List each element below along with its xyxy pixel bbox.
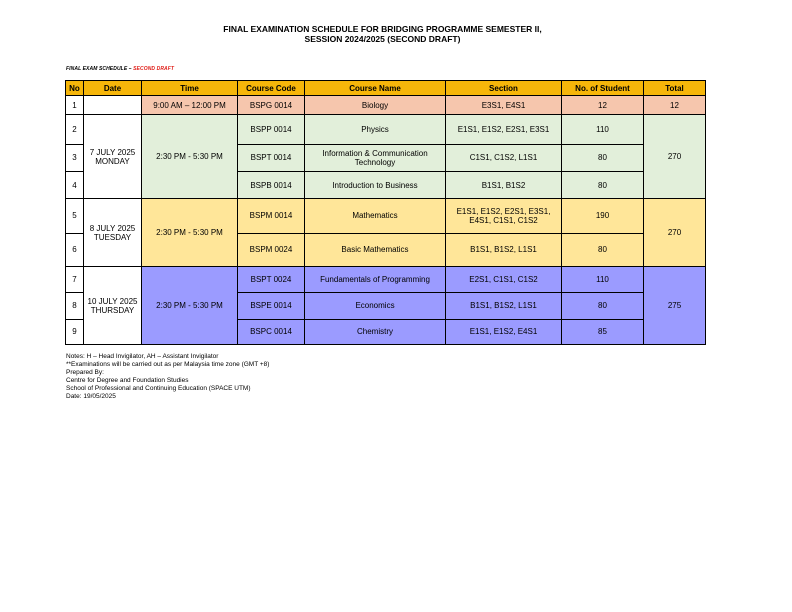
- header-total: Total: [644, 81, 706, 96]
- row-total: 12: [644, 96, 706, 115]
- row-course-name: Introduction to Business: [305, 171, 446, 198]
- time-tuesday: 2:30 PM - 5:30 PM: [142, 199, 238, 267]
- header-time: Time: [142, 81, 238, 96]
- date-thursday: [84, 267, 142, 345]
- row-no: 5: [66, 199, 84, 233]
- header-no: No: [66, 81, 84, 96]
- row-section: C1S1, C1S2, L1S1: [446, 144, 562, 171]
- header-course-name: Course Name: [305, 81, 446, 96]
- row-students: 110: [562, 115, 644, 144]
- table-row: [66, 199, 706, 233]
- row-course-name: Economics: [305, 293, 446, 319]
- row-section: E1S1, E1S2, E4S1: [446, 319, 562, 344]
- row-section: B1S1, B1S2, L1S1: [446, 233, 562, 266]
- row-course-name: Physics: [305, 115, 446, 144]
- header-section: Section: [446, 81, 562, 96]
- date-line-2: MONDAY: [95, 156, 130, 166]
- note-centre: Centre for Degree and Foundation Studies: [66, 377, 189, 384]
- note-invigilator: Notes: H – Head Invigilator, AH – Assistant Invigilator: [66, 353, 219, 360]
- row-no: 3: [66, 144, 84, 171]
- total-tuesday: 270: [644, 199, 706, 267]
- note-school: School of Professional and Continuing Education (SPACE UTM): [66, 385, 251, 392]
- row-students: 80: [562, 233, 644, 266]
- header-row: [66, 81, 706, 96]
- header-no-of-student: No. of Student: [562, 81, 644, 96]
- date-line-1: 8 JULY 2025: [89, 223, 136, 233]
- time-monday: 2:30 PM - 5:30 PM: [142, 115, 238, 199]
- row-students: 110: [562, 267, 644, 293]
- note-prepared-by: Prepared By:: [66, 369, 104, 376]
- row-course-name: Biology: [305, 96, 446, 115]
- row-course-code: BSPB 0014: [238, 171, 305, 198]
- title-line-1: FINAL EXAMINATION SCHEDULE FOR BRIDGING PROGRAMME SEMESTER II,: [223, 24, 542, 34]
- row-section: B1S1, B1S2, L1S1: [446, 293, 562, 319]
- total-thursday: 275: [644, 267, 706, 345]
- row-students: 80: [562, 293, 644, 319]
- draft-label-highlight: SECOND DRAFT: [133, 66, 175, 72]
- row-no: 4: [66, 171, 84, 198]
- table-row: [66, 96, 706, 115]
- note-date: Date: 19/05/2025: [66, 393, 116, 400]
- row-course-name: Fundamentals of Programming: [305, 267, 446, 293]
- row-section: [446, 199, 562, 233]
- row-course-code: BSPG 0014: [238, 96, 305, 115]
- row-course-name: Chemistry: [305, 319, 446, 344]
- row-course-name: Basic Mathematics: [305, 233, 446, 266]
- row-students: 190: [562, 199, 644, 233]
- title-line-2: SESSION 2024/2025 (SECOND DRAFT): [304, 34, 461, 44]
- date-line-1: 7 JULY 2025: [89, 147, 136, 157]
- row-students: 80: [562, 144, 644, 171]
- row-course-code: BSPM 0024: [238, 233, 305, 266]
- draft-label: [66, 66, 174, 72]
- row-students: 12: [562, 96, 644, 115]
- date-line-2: THURSDAY: [90, 305, 135, 315]
- time-thursday: 2:30 PM - 5:30 PM: [142, 267, 238, 345]
- row-date: [84, 96, 142, 115]
- row-time: 9:00 AM – 12:00 PM: [142, 96, 238, 115]
- date-line-2: TUESDAY: [93, 232, 132, 242]
- total-monday: 270: [644, 115, 706, 199]
- notes-block: [66, 353, 269, 401]
- row-course-code: BSPT 0024: [238, 267, 305, 293]
- row-students: 80: [562, 171, 644, 198]
- header-course-code: Course Code: [238, 81, 305, 96]
- date-tuesday: [84, 199, 142, 267]
- row-no: 8: [66, 293, 84, 319]
- draft-label-prefix: FINAL EXAM SCHEDULE –: [66, 66, 134, 72]
- section-line-2: E4S1, C1S1, C1S2: [469, 215, 538, 225]
- row-no: 9: [66, 319, 84, 344]
- row-course-code: BSPC 0014: [238, 319, 305, 344]
- section-line-1: E1S1, E1S2, E2S1, E3S1,: [456, 206, 551, 216]
- header-date: Date: [84, 81, 142, 96]
- row-students: 85: [562, 319, 644, 344]
- row-course-code: BSPM 0014: [238, 199, 305, 233]
- exam-schedule-table: [65, 80, 706, 345]
- date-line-1: 10 JULY 2025: [87, 296, 138, 306]
- row-no: 6: [66, 233, 84, 266]
- date-monday: [84, 115, 142, 199]
- row-course-code: BSPT 0014: [238, 144, 305, 171]
- course-name-line-2: Technology: [354, 157, 396, 167]
- course-name-line-1: Information & Communication: [322, 148, 428, 158]
- row-section: E3S1, E4S1: [446, 96, 562, 115]
- row-course-code: BSPE 0014: [238, 293, 305, 319]
- row-no: 2: [66, 115, 84, 144]
- row-section: E2S1, C1S1, C1S2: [446, 267, 562, 293]
- row-course-name: [305, 144, 446, 171]
- row-course-code: BSPP 0014: [238, 115, 305, 144]
- row-section: B1S1, B1S2: [446, 171, 562, 198]
- row-no: 7: [66, 267, 84, 293]
- note-timezone: **Examinations will be carried out as per Malaysia time zone (GMT +8): [66, 361, 270, 368]
- row-section: E1S1, E1S2, E2S1, E3S1: [446, 115, 562, 144]
- table-row: [66, 267, 706, 293]
- document-title: [0, 24, 765, 44]
- row-no: 1: [66, 96, 84, 115]
- table-row: [66, 115, 706, 144]
- row-course-name: Mathematics: [305, 199, 446, 233]
